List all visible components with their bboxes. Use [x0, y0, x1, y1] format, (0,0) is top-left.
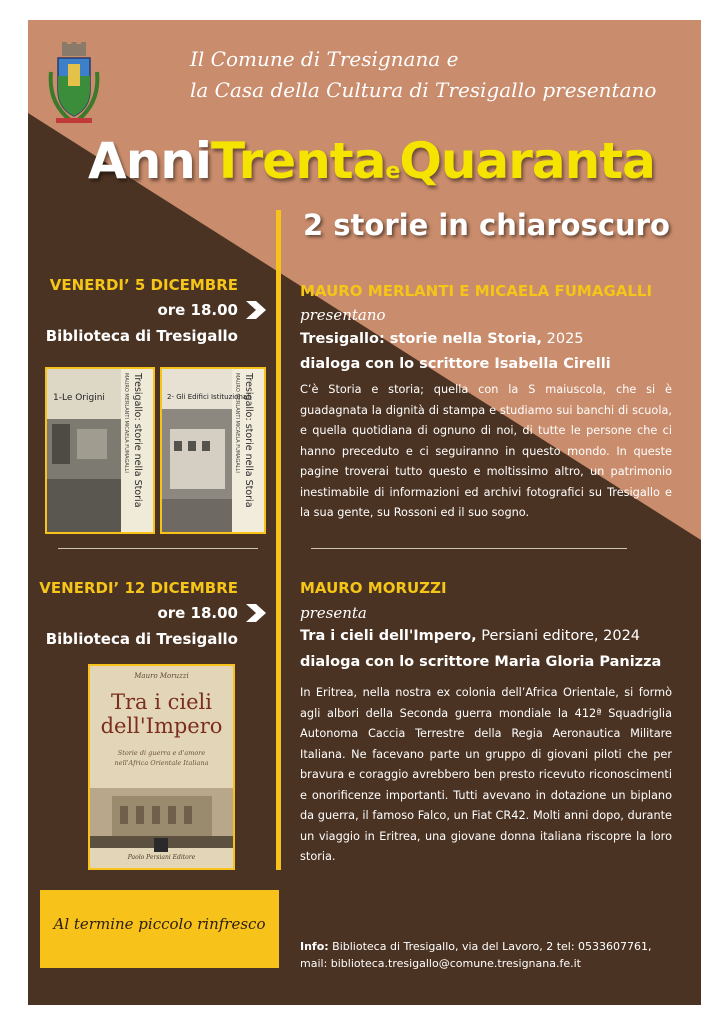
cover-3-publisher: Paolo Persiani Editore: [127, 854, 196, 861]
info-line-2: mail: biblioteca.tresigallo@comune.tresignana.fe.it: [300, 957, 581, 970]
cover-2-label: 2- Gli Edifici Istituzionali: [167, 393, 252, 401]
cover-2-authors: MAURO MERLANTI MICAELA FUMAGALLI: [234, 373, 240, 473]
event-1-book-name: Tresigallo: storie nella Storia,: [300, 331, 543, 347]
refreshment-note: Al termine piccolo rinfresco: [53, 915, 266, 933]
subtitle: 2 storie in chiaroscuro: [303, 208, 670, 242]
cover-3-author: Mauro Moruzzi: [134, 672, 189, 680]
cover-1-authors: MAURO MERLANTI MICAELA FUMAGALLI: [123, 373, 129, 473]
separator-left: [58, 548, 258, 549]
event-2-date: VENERDI’ 12 DICEMBRE: [39, 579, 238, 597]
title-trenta: Trenta: [211, 132, 386, 190]
presenters-line-2: la Casa della Cultura di Tresigallo presentano: [190, 78, 657, 102]
event-1-dialog: dialoga con lo scrittore Isabella Cirelli: [300, 356, 611, 372]
cover-3-subtitle-line-1: Storie di guerra e d'amore: [117, 749, 206, 757]
cover-1-spine: Tresigallo: storie nella Storia: [132, 373, 143, 508]
event-2-presents: presenta: [300, 604, 367, 622]
event-1-description: C’è Storia e storia; quella con la S maiuscola, che si è guadagnata la dignità di stampa e studiamo sui banchi di scuola, e quella quotidiana di ognuno di noi, di tutte le persone che ci hanno preceduto e ci seguiranno in questo mondo. In queste pagine troverai tutto questo e moltissimo altro, un patrimonio inestimabile di informazioni ed archivi fotografici su Tresigallo e la sua gente, su Rossoni ed il suo sogno.: [300, 383, 672, 519]
info-line-1: [300, 938, 652, 955]
title-e: e: [385, 159, 400, 184]
event-1-book-detail: 2025: [542, 331, 584, 347]
title-anni: Anni: [88, 132, 212, 190]
presenters-line-1: Il Comune di Tresignana e: [190, 47, 459, 71]
chevron-right-icon: [244, 299, 268, 321]
poster: [28, 20, 701, 1005]
event-1-author: MAURO MERLANTI E MICAELA FUMAGALLI: [300, 282, 653, 300]
cover-2-spine: Tresigallo: storie nella Storia: [243, 373, 254, 508]
event-2-venue: Biblioteca di Tresigallo: [45, 630, 238, 648]
event-2-book-detail: Persiani editore, 2024: [476, 628, 641, 644]
event-2-time: ore 18.00: [157, 604, 238, 622]
separator-right: [311, 548, 627, 549]
event-2-dialog: dialoga con lo scrittore Maria Gloria Panizza: [300, 654, 662, 670]
presenters: [190, 44, 656, 106]
cover-3-subtitle-line-2: nell'Africa Orientale Italiana: [114, 759, 209, 767]
title-quaranta: Quaranta: [399, 132, 655, 190]
event-1-time: ore 18.00: [157, 301, 238, 319]
main-title: [88, 132, 655, 190]
municipal-crest-icon: [48, 42, 100, 124]
info-label: Info:: [300, 940, 329, 953]
vertical-divider: [276, 210, 281, 870]
event-1-book-title: [300, 331, 584, 347]
cover-1-label: 1-Le Origini: [53, 393, 105, 403]
book-cover-2: [160, 367, 266, 534]
cover-3-subtitle: [90, 748, 233, 768]
cover-3-title-line-1: Tra i cieli: [111, 690, 212, 714]
event-1-presents: presentano: [300, 306, 386, 324]
chevron-right-icon: [244, 602, 268, 624]
info-address: Biblioteca di Tresigallo, via del Lavoro, 2 tel: 0533607761,: [328, 940, 652, 953]
event-1-venue: Biblioteca di Tresigallo: [45, 327, 238, 345]
book-cover-3: [88, 664, 235, 870]
cover-3-title-line-2: dell'Impero: [100, 714, 223, 738]
event-2-author: MAURO MORUZZI: [300, 579, 447, 597]
event-2-book-title: [300, 628, 640, 644]
event-1-date: VENERDI’ 5 DICEMBRE: [49, 276, 238, 294]
cover-3-title: [90, 690, 233, 738]
event-2-description: In Eritrea, nella nostra ex colonia dell’Africa Orientale, si formò agli albori della Seconda guerra mondiale la 412ª Squadriglia Autonoma Caccia Terrestre della Regia Aeronautica Militare Italiana. Ne facevano parte un gruppo di giovani piloti che per bravura e coraggio avrebbero ben presto ricevuto riconoscimenti e onorificenze importanti. Tutti avevano in dotazione un biplano da guerra, il famoso Falco, un Fiat CR42. Molti anni dopo, durante un viaggio in Eritrea, una giovane donna italiana riscopre la loro storia.: [300, 686, 672, 863]
book-cover-1: [45, 367, 155, 534]
event-2-book-name: Tra i cieli dell'Impero,: [300, 628, 477, 644]
info-block: [300, 938, 652, 972]
